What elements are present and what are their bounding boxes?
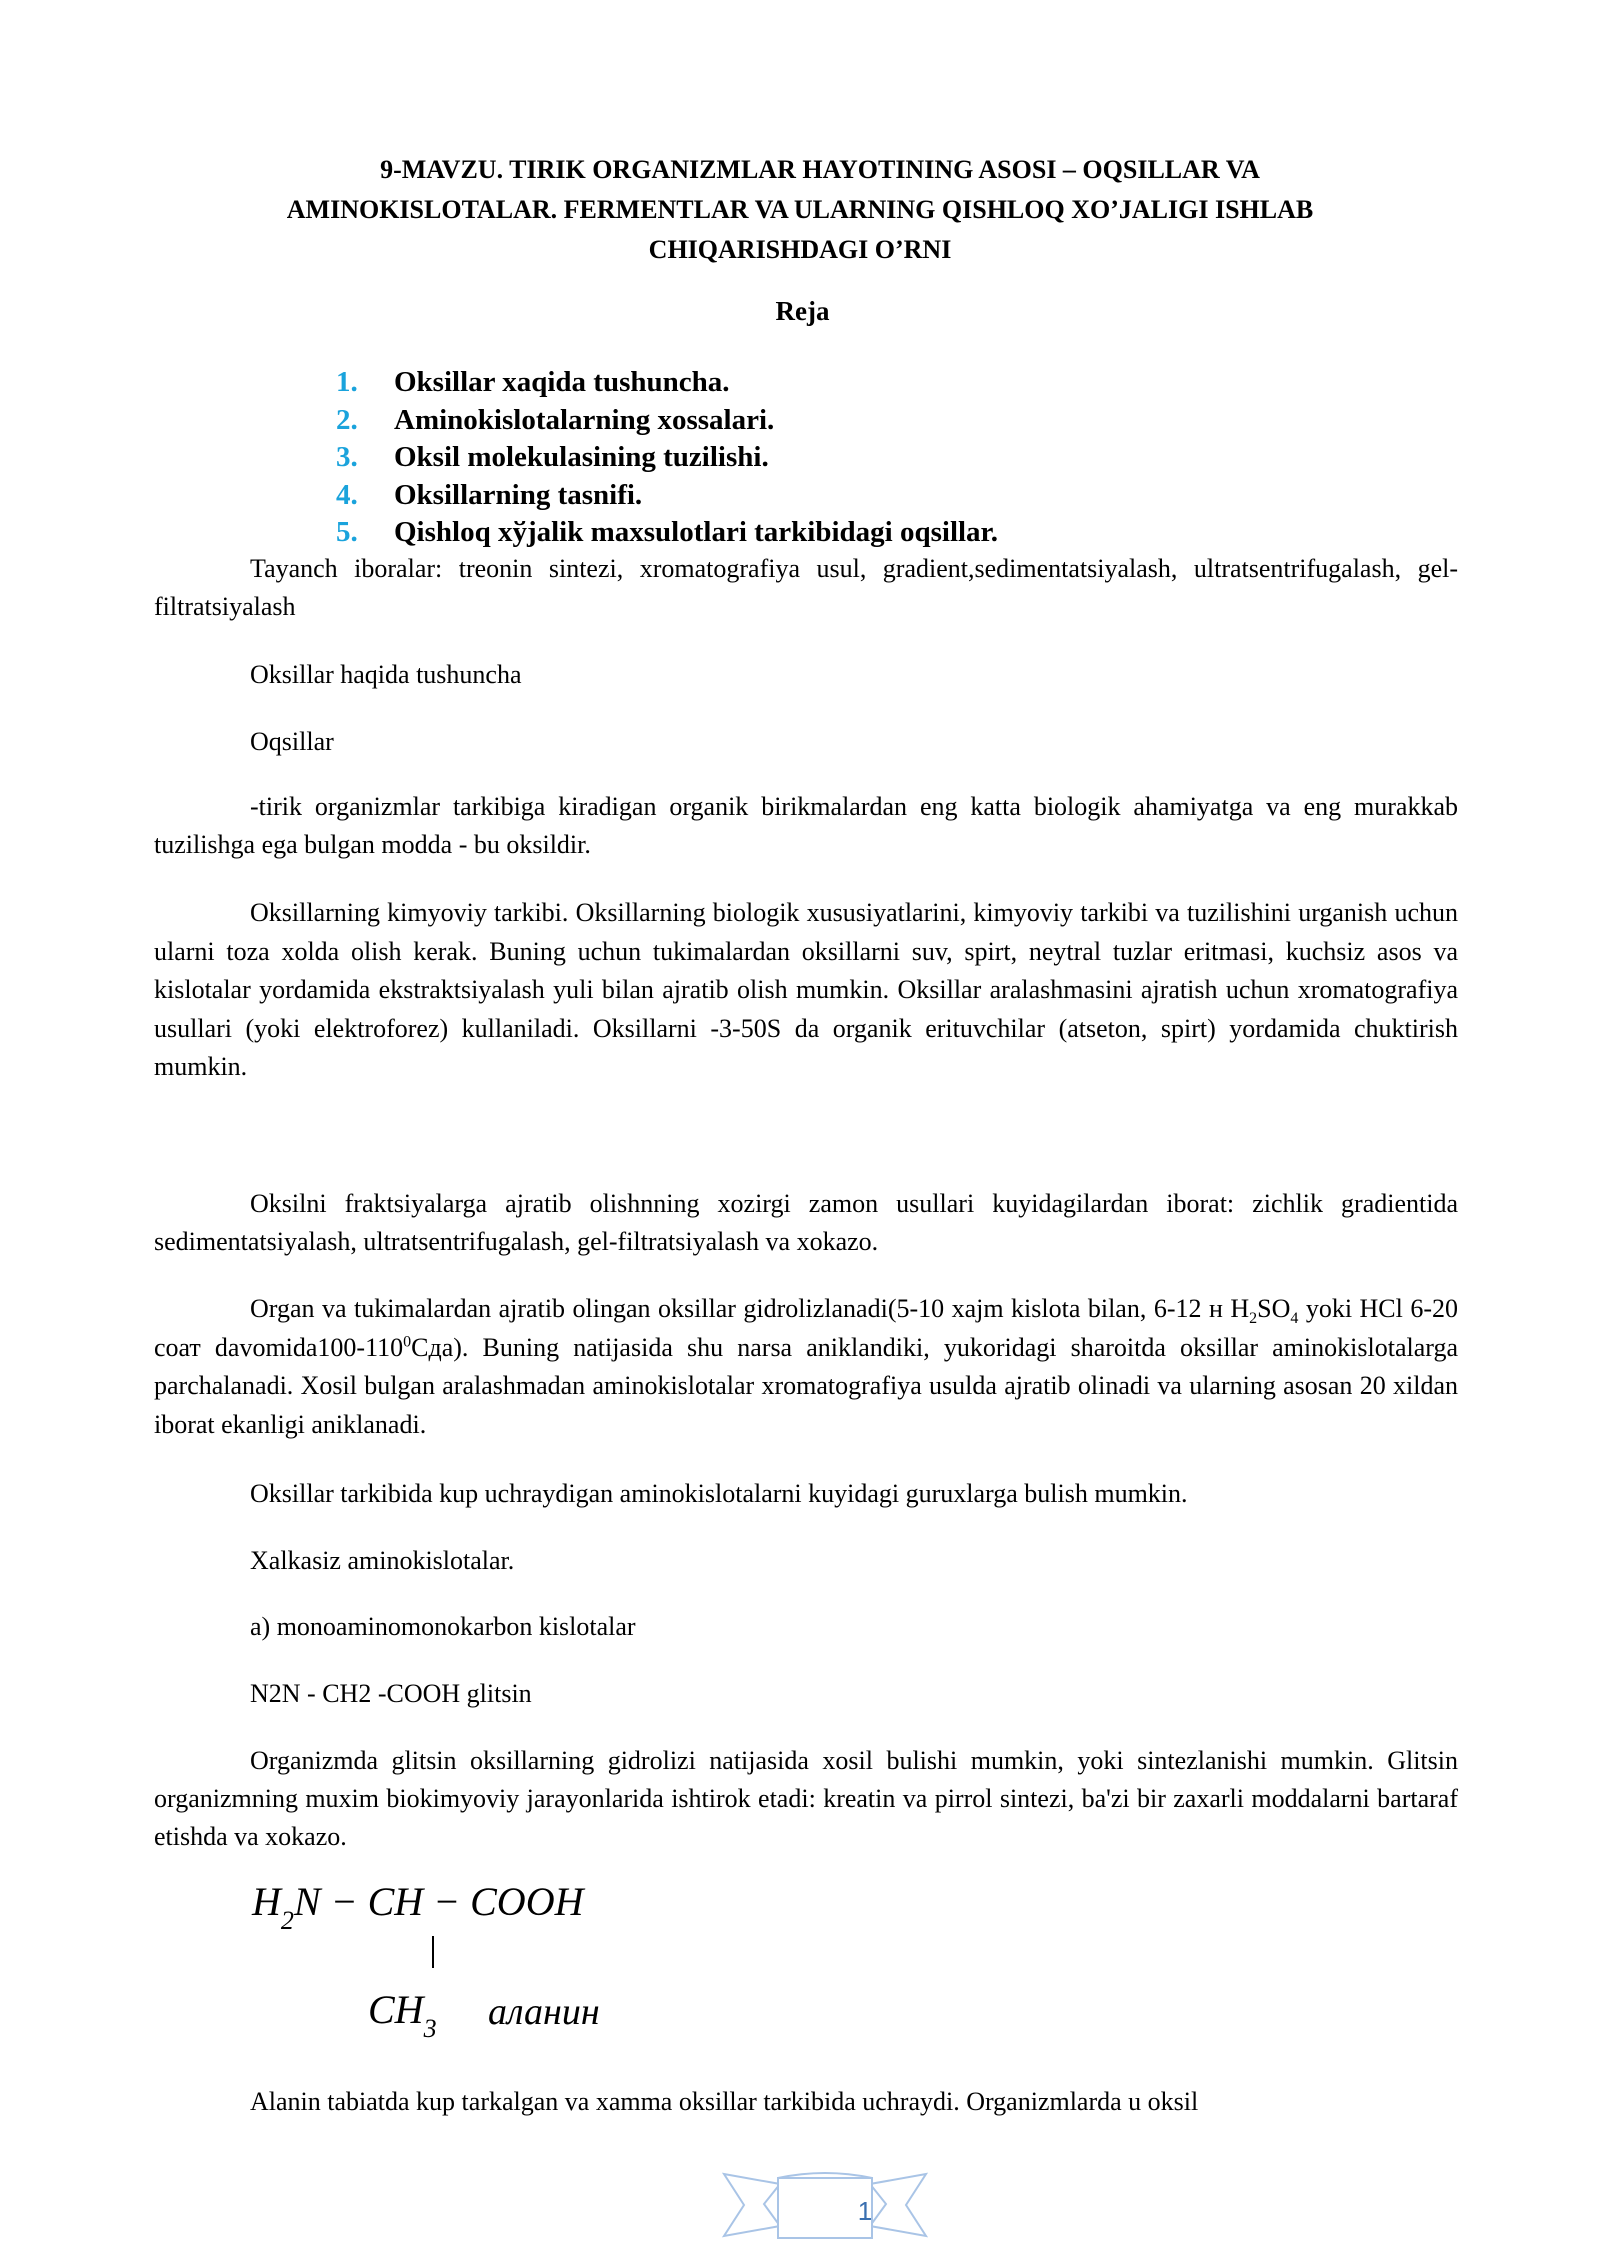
title-line-3: CHIQARISHDAGI O’RNI	[648, 235, 952, 264]
paragraph-text: Organ va tukimalardan ajratib olingan oksillar gidrolizlanadi(5-10 xajm kislota bilan, 6-12 н H	[250, 1294, 1250, 1323]
paragraph	[154, 1290, 1458, 1444]
paragraph: Oksillarning kimyoviy tarkibi. Oksillarning biologik xususiyatlarini, kimyoviy tarkibi va tuzilishini urganish uchun ularni toza xolda olish kerak. Buning uchun tukimalardan oksillarni suv, spirt, neytral tuzlar eritmasi, kuchsiz asos va kislotalar yordamida ekstraktsiyalash yuli bilan ajratib olish mumkin. Oksillar aralashmasini ajratish uchun xromatografiya usullari (yoki elektroforez) kullaniladi. Oksillarni -3-50S da organik erituvchilar (atseton, spirt) yordamida chuktirish mumkin.	[154, 898, 1458, 1081]
paragraph-text: yoki HCl 6-20 соат davomida100-110	[154, 1294, 1458, 1362]
formula-bond-line	[432, 1936, 434, 1968]
plan-item	[336, 514, 998, 552]
formula-atom: H	[252, 1879, 281, 1924]
paragraph: Organizmda glitsin oksillarning gidrolizi natijasida xosil bulishi mumkin, yoki sintezlanishi mumkin. Glitsin organizmning muxim biokimyoviy jarayonlarida ishtirok etadi: kreatin va pirrol sintezi, ba'zi bir zaxarli moddalarni bartaraf etishda va xokazo.	[154, 1746, 1458, 1851]
plan-item-text: Aminokislotalarning xossalari.	[394, 403, 775, 436]
formula-chain: N − CH − COOH	[293, 1879, 584, 1924]
paragraph-text: SO	[1257, 1294, 1291, 1323]
formula-main-chain	[252, 1878, 584, 1935]
plan-heading: Reja	[775, 296, 830, 326]
paragraph: a) monoaminomonokarbon kislotalar	[250, 1612, 636, 1641]
plan-item	[336, 402, 998, 440]
plan-item-text: Oksillar xaqida tushuncha.	[394, 366, 730, 398]
key-terms-paragraph: Tayanch iboralar: treonin sintezi, xromatografiya usul, gradient,sedimentatsiyalash, ultratsentrifugalash, gel-filtratsiyalash	[154, 554, 1458, 621]
subscript: 2	[1249, 1310, 1258, 1328]
plan-item	[336, 364, 998, 402]
plan-list	[336, 364, 998, 552]
title-line-2: AMINOKISLOTALAR. FERMENTLAR VA ULARNING QISHLOQ XO’JALIGI ISHLAB	[286, 195, 1314, 224]
superscript: 0	[403, 1332, 412, 1350]
paragraph: -tirik organizmlar tarkibiga kiradigan organik birikmalardan eng katta biologik ahamiyatga va eng murakkab tuzilishga ega bulgan modda - bu oksildir.	[154, 792, 1458, 859]
paragraph: Oksillar tarkibida kup uchraydigan aminokislotalarni kuyidagi guruxlarga bulish mumkin.	[250, 1479, 1188, 1508]
formula-compound-name: аланин	[488, 1991, 600, 2033]
banner-left-ribbon	[724, 2174, 780, 2236]
alanine-formula	[252, 1878, 702, 2043]
title-line-1: 9-MAVZU. TIRIK ORGANIZMLAR HAYOTINING ASOSI – OQSILLAR VA	[380, 155, 1260, 184]
paragraph: Xalkasiz aminokislotalar.	[250, 1546, 515, 1575]
formula-atom: CH	[368, 1987, 424, 2032]
plan-item	[336, 477, 998, 515]
plan-item-number: 5.	[336, 516, 358, 548]
paragraph: Oksilni fraktsiyalarga ajratib olishnning xozirgi zamon usullari kuyidagilardan iborat: zichlik gradientida sedimentatsiyalash, ultratsentrifugalash, gel-filtratsiyalash va xokazo.	[154, 1189, 1458, 1256]
formula-side-chain	[368, 1986, 437, 2043]
plan-item-number: 4.	[336, 478, 358, 511]
subheading: Oqsillar	[250, 727, 334, 756]
plan-item-number: 3.	[336, 441, 358, 473]
document-title	[150, 150, 1450, 270]
plan-item-text: Qishloq xўjalik maxsulotlari tarkibidagi oqsillar.	[394, 516, 999, 548]
plan-item-number: 2.	[336, 403, 358, 436]
paragraph: Alanin tabiatda kup tarkalgan va xamma oksillar tarkibida uchraydi. Organizmlarda u oksil	[250, 2087, 1199, 2116]
plan-item-number: 1.	[336, 366, 358, 398]
plan-item-text: Oksillarning tasnifi.	[394, 478, 643, 511]
formula-text: N2N - CH2 -COOH glitsin	[250, 1679, 532, 1708]
page-number: 1	[857, 2196, 873, 2226]
paragraph-text: Сда). Buning natijasida shu narsa aniklandiki, yukoridagi sharoitda oksillar aminokislotalarga parchalanadi. Xosil bulgan aralashmadan aminokislotalar xromatografiya usulda ajratib olinadi va ularning asosan 20 xildan iborat ekanligi aniklanadi.	[154, 1332, 1458, 1439]
section-heading: Oksillar haqida tushuncha	[250, 660, 522, 689]
plan-item	[336, 439, 998, 477]
subscript: 4	[1290, 1310, 1299, 1328]
formula-subscript: 3	[423, 2014, 437, 2043]
formula-subscript: 2	[280, 1906, 294, 1935]
plan-item-text: Oksil molekulasining tuzilishi.	[394, 441, 769, 473]
